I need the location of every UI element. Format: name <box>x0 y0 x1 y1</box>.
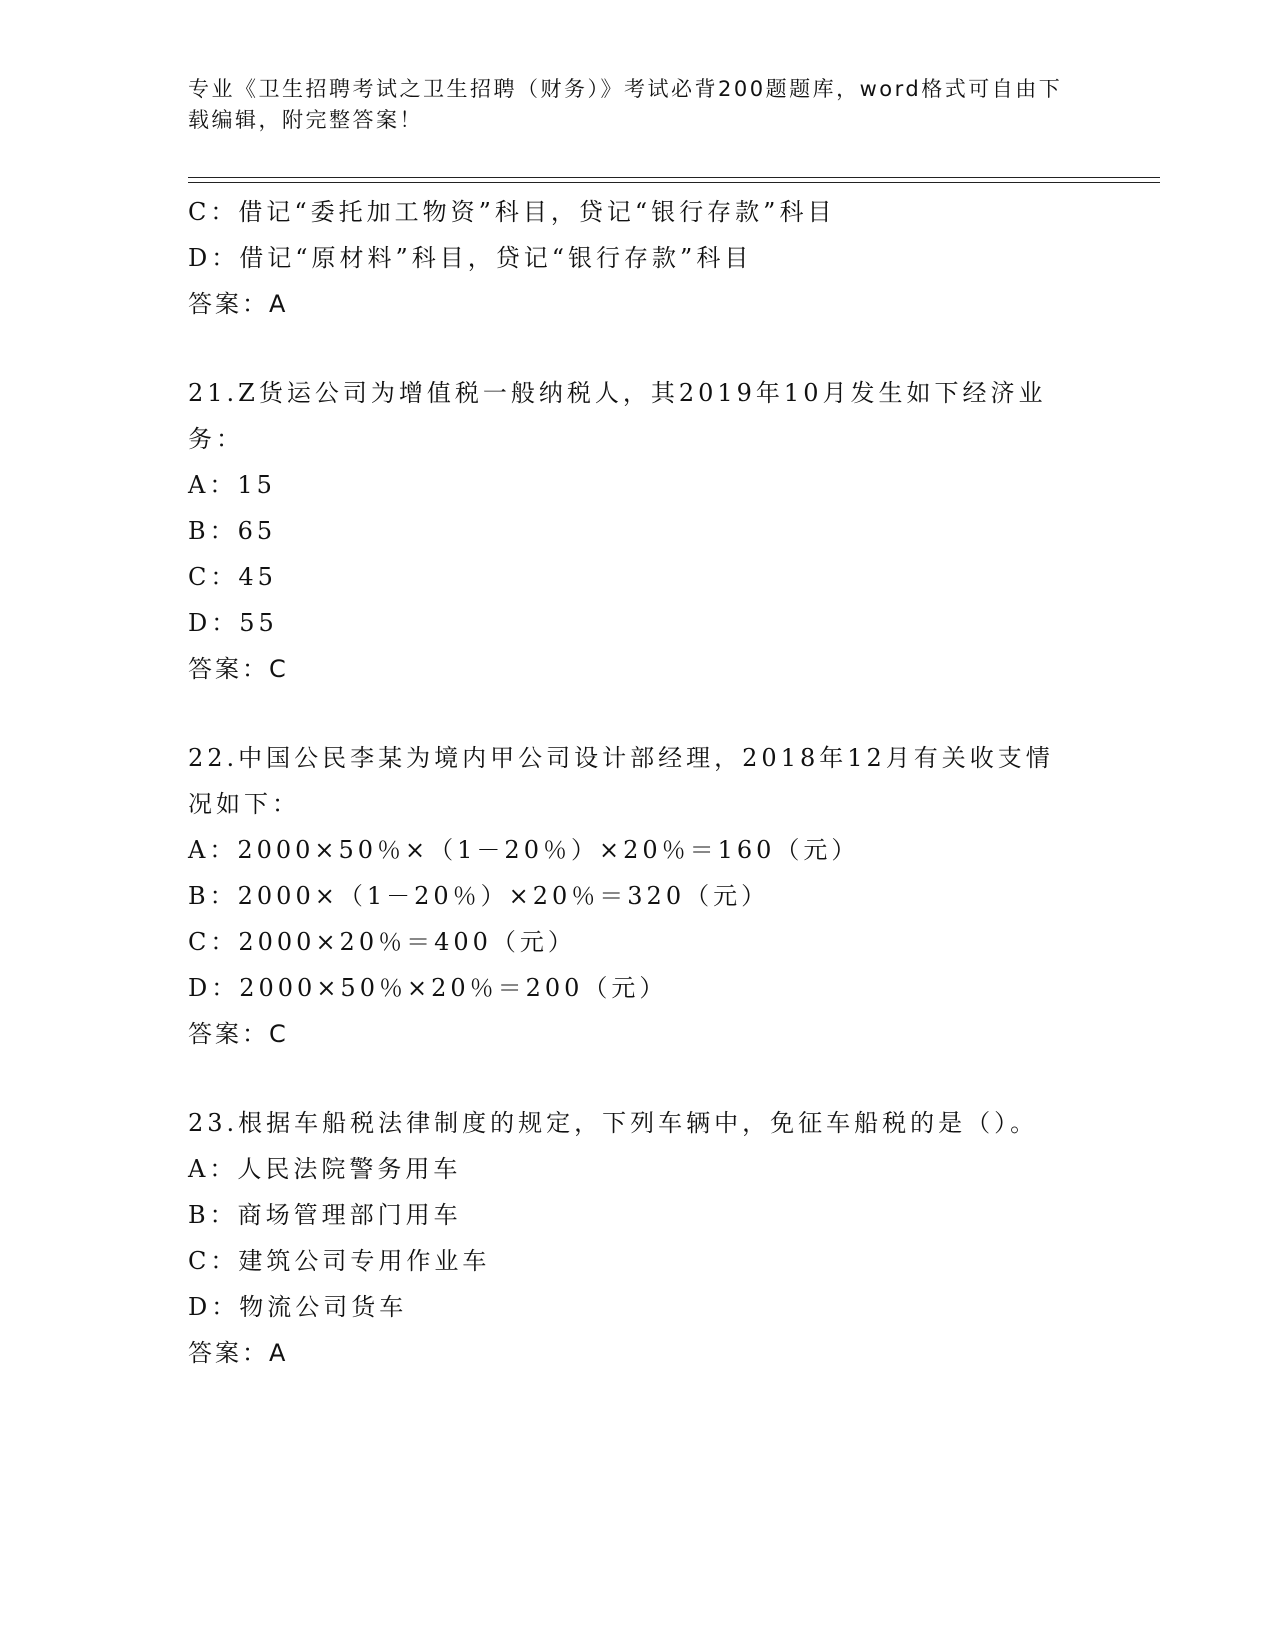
option-d: D：物流公司货车 <box>188 1293 408 1321</box>
question-21 <box>188 370 1068 692</box>
option-b: B：65 <box>188 517 277 545</box>
question-22 <box>188 735 1068 1057</box>
answer-line: 答案：C <box>188 1020 289 1048</box>
option-b: B：2000×（1－20％）×20％＝320（元） <box>188 882 770 910</box>
question-stem: 23.根据车船税法律制度的规定，下列车辆中，免征车船税的是（）。 <box>188 1109 1039 1137</box>
answer-line: 答案：A <box>188 1339 289 1367</box>
spacer <box>188 692 1068 735</box>
option-d: D：55 <box>188 609 278 637</box>
option-c: C：建筑公司专用作业车 <box>188 1247 491 1275</box>
option-d: D：2000×50％×20％＝200（元） <box>188 974 668 1002</box>
answer-line: 答案：A <box>188 290 289 318</box>
header-rule-top <box>188 177 1160 178</box>
option-d: D：借记“原材料”科目，贷记“银行存款”科目 <box>188 244 753 272</box>
question-23 <box>188 1100 1068 1376</box>
option-c: C：2000×20％＝400（元） <box>188 928 576 956</box>
option-c: C：45 <box>188 563 277 591</box>
option-c: C：借记“委托加工物资”科目，贷记“银行存款”科目 <box>188 198 836 226</box>
option-b: B：商场管理部门用车 <box>188 1201 462 1229</box>
answer-line: 答案：C <box>188 655 289 683</box>
spacer <box>188 327 1068 370</box>
question-stem: 21.Z货运公司为增值税一般纳税人，其2019年10月发生如下经济业务： <box>188 379 1047 453</box>
document-header: 专业《卫生招聘考试之卫生招聘（财务）》考试必背200题题库，word格式可自由下载编辑，附完整答案！ <box>188 77 1063 132</box>
question-list <box>188 189 1068 1376</box>
header-rule-bottom <box>188 182 1160 183</box>
spacer <box>188 1057 1068 1100</box>
option-a: A：人民法院警务用车 <box>188 1155 462 1183</box>
option-a: A：15 <box>188 471 276 499</box>
question-stem: 22.中国公民李某为境内甲公司设计部经理，2018年12月有关收支情况如下： <box>188 744 1054 818</box>
question-20-tail <box>188 189 1068 327</box>
option-a: A：2000×50％×（1－20％）×20％＝160（元） <box>188 836 860 864</box>
